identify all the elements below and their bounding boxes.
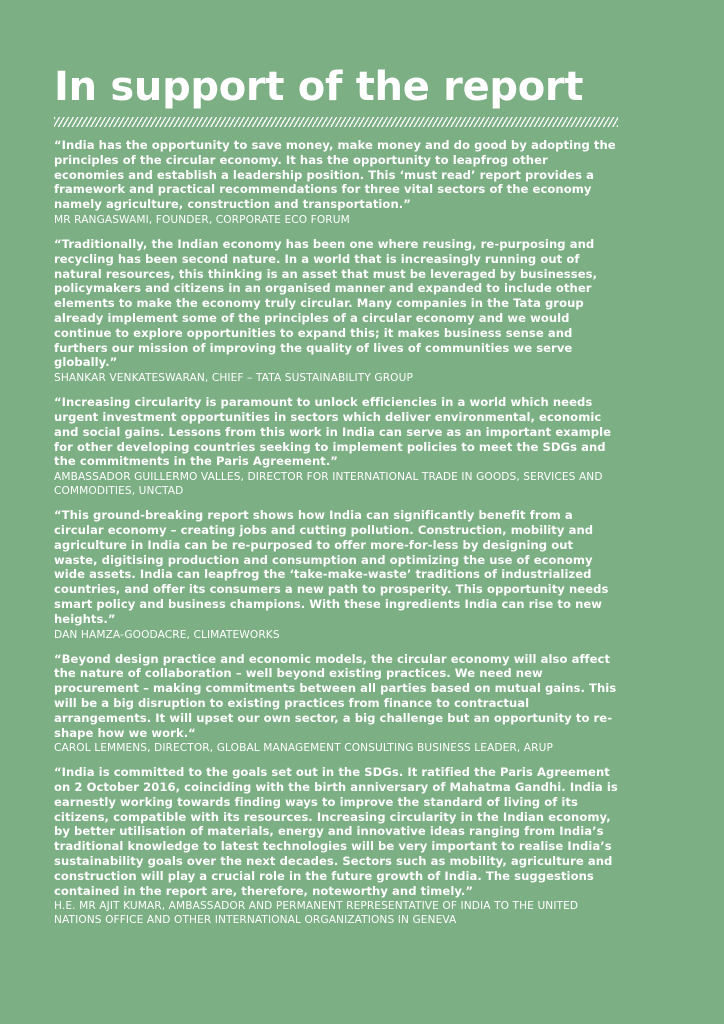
testimonial-attribution: SHANKAR VENKATESWARAN, CHIEF – TATA SUSTAINABILITY GROUP [54,372,413,385]
testimonial-quote: “India has the opportunity to save money, make money and do good by adopting the principles of the circular economy. It has the opportunity to leapfrog other economies and establish a leadership position. This ‘must read’ report provides a framework and practical recommendations for three vital sectors of the economy namely agriculture, construction and transportation.” [54,138,616,212]
testimonial-quote: “This ground-breaking report shows how India can significantly benefit from a circular economy – creating jobs and cutting pollution. Construction, mobility and agriculture in India can be re-purposed to offer more-for-less by designing out waste, digitising production and consumption and optimizing the use of economy wide assets. India can leapfrog the ‘take-make-waste’ traditions of industrialized countries, and offer its consumers a new path to prosperity. This opportunity needs smart policy and business champions. With these ingredients India can rise to new heights.” [54,508,609,626]
page-title: In support of the report [54,64,584,110]
testimonial-entry [54,138,620,227]
testimonial-entry [54,237,620,385]
testimonial-entry [54,765,620,927]
testimonial-list [54,138,620,937]
testimonial-attribution: MR RANGASWAMI, FOUNDER, CORPORATE ECO FORUM [54,213,350,226]
testimonial-quote: “Increasing circularity is paramount to unlock efficiencies in a world which needs urgent investment opportunities in sectors which deliver environmental, economic and social gains. Lessons from this work in India can serve as an important example for other developing countries seeking to implement policies to meet the SDGs and the commitments in the Paris Agreement.” [54,395,612,469]
testimonial-attribution: DAN HAMZA-GOODACRE, CLIMATEWORKS [54,628,280,641]
testimonial-entry [54,395,620,498]
testimonial-attribution: CAROL LEMMENS, DIRECTOR, GLOBAL MANAGEMENT CONSULTING BUSINESS LEADER, ARUP [54,742,553,755]
testimonial-quote: “Beyond design practice and economic models, the circular economy will also affect the nature of collaboration – well beyond existing practices. We need new procurement – making commitments between all parties based on mutual gains. This will be a big disruption to existing practices from finance to contractual arrangements. It will upset our own sector, a big challenge but an opportunity to re-shape how we work.“ [54,651,617,740]
hatched-divider [54,117,618,127]
testimonial-entry [54,508,620,641]
testimonial-attribution: H.E. MR AJIT KUMAR, AMBASSADOR AND PERMANENT REPRESENTATIVE OF INDIA TO THE UNITED NATIONS OFFICE AND OTHER INTERNATIONAL ORGANIZATIONS IN GENEVA [54,900,579,927]
testimonial-quote: “India is committed to the goals set out in the SDGs. It ratified the Paris Agreement on 2 October 2016, coinciding with the birth anniversary of Mahatma Gandhi. India is earnestly working towards finding ways to improve the standard of living of its citizens, compatible with its resources. Increasing circularity in the Indian economy, by better utilisation of materials, energy and innovative ideas ranging from India’s traditional knowledge to latest technologies will be very important to realise India’s sustainability goals over the next decades. Sectors such as mobility, agriculture and construction will play a crucial role in the future growth of India. The suggestions contained in the report are, therefore, noteworthy and timely.” [54,765,618,898]
testimonial-quote: “Traditionally, the Indian economy has been one where reusing, re-purposing and recycling has been second nature. In a world that is increasingly running out of natural resources, this thinking is an asset that must be leveraged by businesses, policymakers and citizens in an organised manner and expanded to include other elements to make the economy truly circular. Many companies in the Tata group already implement some of the principles of a circular economy and we would continue to explore opportunities to expand this; it makes business sense and furthers our mission of improving the quality of lives of communities we serve globally.” [54,236,598,370]
testimonial-entry [54,652,620,756]
testimonial-attribution: AMBASSADOR GUILLERMO VALLES, DIRECTOR FOR INTERNATIONAL TRADE IN GOODS, SERVICES AND COMMODITIES, UNCTAD [54,471,603,498]
